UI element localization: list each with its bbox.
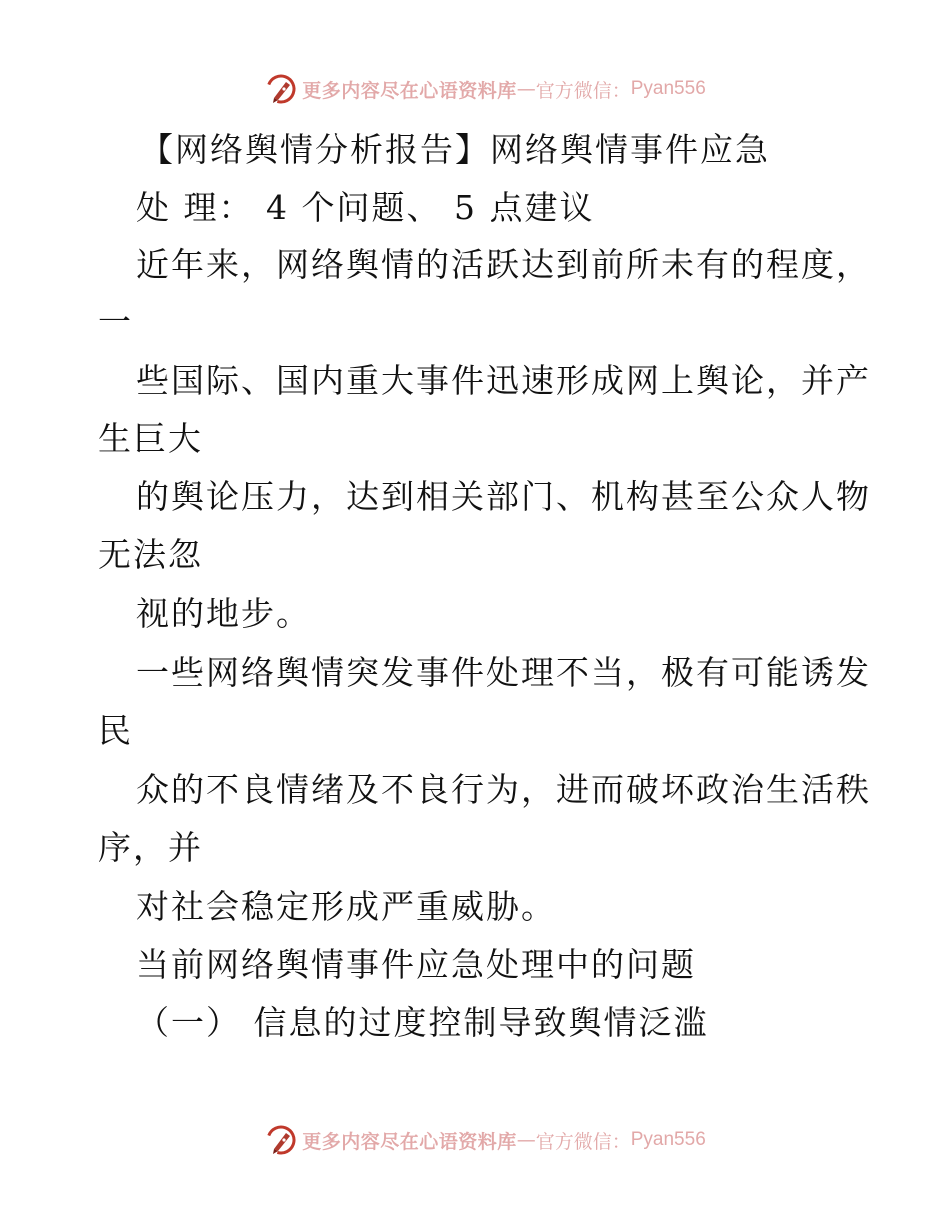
paragraph-line: 序，并	[98, 828, 203, 867]
footer-watermark	[0, 1123, 950, 1157]
watermark-separator: —	[516, 1129, 536, 1151]
watermark-site-text: 更多内容尽在心语资料库	[302, 79, 517, 102]
section-heading: 当前网络舆情事件应急处理中的问题	[136, 945, 696, 984]
paragraph-line: 一些网络舆情突发事件处理不当，极有可能诱发	[136, 653, 871, 692]
document-title-line-2: 处 理： 4 个问题、 5 点建议	[136, 188, 595, 227]
paragraph-line: 近年来，网络舆情的活跃达到前所未有的程度，	[136, 245, 871, 284]
paragraph-line: 视的地步。	[136, 594, 311, 633]
watermark-wechat-id: Pyan556	[630, 1129, 706, 1150]
watermark-wechat-id: Pyan556	[630, 78, 706, 99]
paragraph-line: 些国际、国内重大事件迅速形成网上舆论，并产	[136, 361, 871, 400]
paragraph-line: 民	[98, 711, 133, 750]
watermark-separator: —	[516, 78, 536, 100]
pen-nib-circle-icon	[264, 72, 298, 106]
header-watermark	[0, 72, 950, 106]
watermark-site-text: 更多内容尽在心语资料库	[302, 1130, 517, 1153]
watermark-wechat-label: 官方微信：	[535, 1130, 631, 1153]
document-title-line-1: 【网络舆情分析报告】网络舆情事件应急	[140, 130, 770, 169]
paragraph-line: 对社会稳定形成严重威胁。	[136, 887, 556, 926]
paragraph-line: 无法忽	[98, 535, 203, 574]
paragraph-line: 众的不良情绪及不良行为，进而破坏政治生活秩	[136, 770, 871, 809]
paragraph-line: 的舆论压力，达到相关部门、机构甚至公众人物	[136, 477, 871, 516]
pen-nib-circle-icon	[264, 1123, 298, 1157]
subsection-heading: （一） 信息的过度控制导致舆情泛滥	[136, 1003, 709, 1042]
paragraph-line: 生巨大	[98, 419, 203, 458]
paragraph-line: 一	[98, 302, 133, 341]
watermark-wechat-label: 官方微信：	[535, 79, 631, 102]
